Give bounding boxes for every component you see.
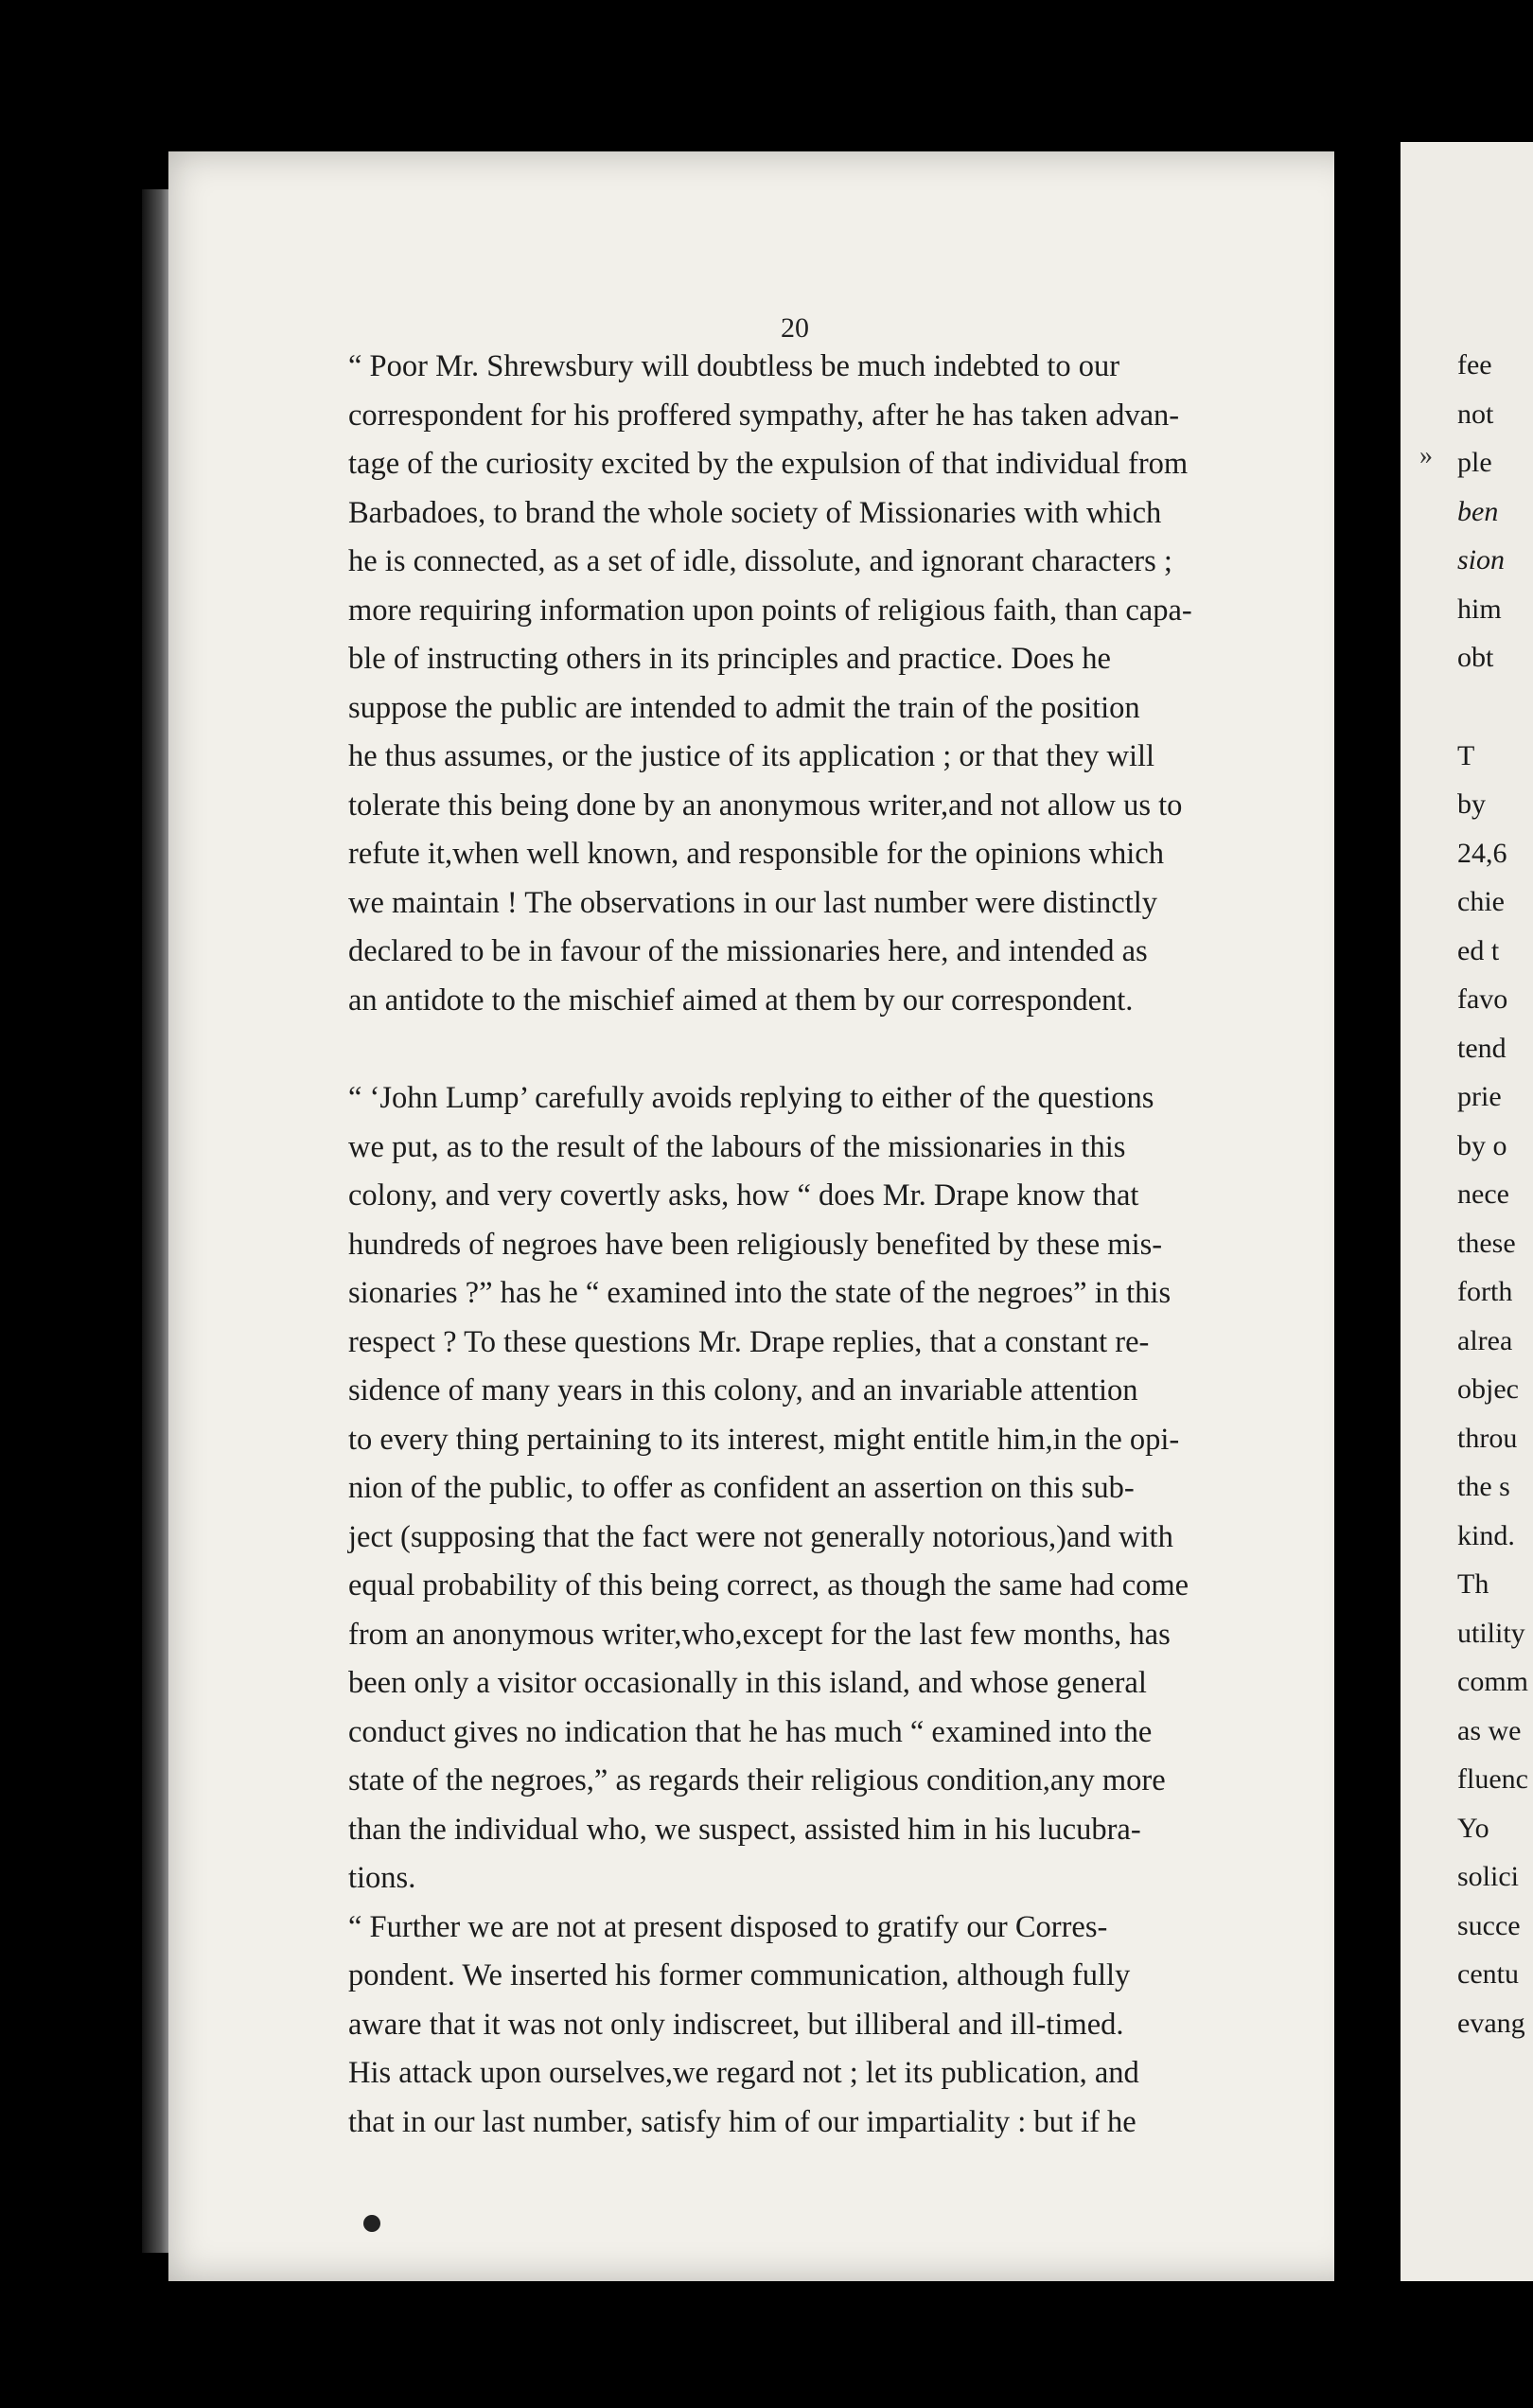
fragment-line: him: [1457, 593, 1502, 625]
fragment-line: ben: [1457, 495, 1499, 527]
text-line: more requiring information upon points of religious faith, than capa-: [348, 593, 1192, 628]
text-line: declared to be in favour of the missionaries here, and intended as: [348, 934, 1148, 968]
fragment-line: Yo: [1457, 1812, 1489, 1844]
paragraph-shrewsbury: [348, 343, 1262, 1025]
fragment-line: fee: [1457, 349, 1492, 381]
text-line: correspondent for his proffered sympathy, after he has taken advan-: [348, 398, 1180, 433]
fragment-line: as we: [1457, 1714, 1522, 1746]
paragraph-gap: [348, 1025, 1262, 1074]
fragment-line: solici: [1457, 1861, 1519, 1892]
text-line: than the individual who, we suspect, assisted him in his lucubra-: [348, 1812, 1141, 1847]
fragment-line: evang: [1457, 2007, 1525, 2039]
text-line: to every thing pertaining to its interest, might entitle him,in the opi-: [348, 1422, 1180, 1457]
text-line: refute it,when well known, and responsible for the opinions which: [348, 837, 1164, 871]
text-line: “ ‘John Lump’ carefully avoids replying to either of the questions: [348, 1081, 1154, 1115]
text-line: aware that it was not only indiscreet, but illiberal and ill-timed.: [348, 2007, 1124, 2042]
fragment-line: the s: [1457, 1471, 1510, 1502]
main-text-column: [348, 343, 1262, 2147]
text-line: equal probability of this being correct, as though the same had come: [348, 1568, 1189, 1602]
text-line: colony, and very covertly asks, how “ does Mr. Drape know that: [348, 1178, 1139, 1213]
text-line: he is connected, as a set of idle, dissolute, and ignorant characters ;: [348, 544, 1172, 578]
text-line: hundreds of negroes have been religiously benefited by these mis-: [348, 1227, 1163, 1262]
fragment-line: objec: [1457, 1373, 1519, 1405]
text-line: sionaries ?” has he “ examined into the state of the negroes” in this: [348, 1276, 1172, 1310]
text-line: ject (supposing that the fact were not generally notorious,)and with: [348, 1519, 1173, 1554]
fragment-line: by o: [1457, 1129, 1507, 1161]
text-line: that in our last number, satisfy him of our impartiality : but if he: [348, 2104, 1137, 2139]
fragment-line: nece: [1457, 1178, 1509, 1210]
text-line: we maintain ! The observations in our last number were distinctly: [348, 885, 1158, 920]
text-line: Barbadoes, to brand the whole society of Missionaries with which: [348, 495, 1162, 530]
fragment-line: ple: [1457, 447, 1492, 478]
fragment-line: kind.: [1457, 1519, 1515, 1551]
fragment-line: 24,6: [1457, 837, 1507, 869]
fragment-line: by: [1457, 788, 1486, 820]
fragment-line: succe: [1457, 1909, 1521, 1941]
text-line: been only a visitor occasionally in this island, and whose general: [348, 1666, 1147, 1700]
right-page-text-fragments: [1457, 341, 1533, 2047]
text-line: state of the negroes,” as regards their religious condition,any more: [348, 1763, 1166, 1797]
text-line: pondent. We inserted his former communication, although fully: [348, 1958, 1131, 1992]
text-line: he thus assumes, or the justice of its application ; or that they will: [348, 739, 1155, 773]
page-number: 20: [781, 312, 809, 344]
fragment-line: tend: [1457, 1032, 1507, 1064]
fragment-line: these: [1457, 1227, 1516, 1259]
fragment-line: comm: [1457, 1666, 1528, 1697]
text-line: suppose the public are intended to admit the train of the position: [348, 690, 1140, 725]
text-line: we put, as to the result of the labours of the missionaries in this: [348, 1129, 1126, 1164]
text-line: tolerate this being done by an anonymous writer,and not allow us to: [348, 788, 1183, 823]
paragraph-john-lump: [348, 1074, 1262, 1903]
fragment-line: utility: [1457, 1617, 1525, 1649]
text-line: respect ? To these questions Mr. Drape replies, that a constant re-: [348, 1324, 1150, 1359]
fragment-line: sion: [1457, 544, 1506, 575]
fragment-line: not: [1457, 398, 1494, 430]
text-line: His attack upon ourselves,we regard not ; let its publication, and: [348, 2056, 1139, 2090]
text-line: tions.: [348, 1861, 416, 1895]
fragment-line: forth: [1457, 1276, 1513, 1307]
text-line: “ Further we are not at present disposed to gratify our Corres-: [348, 1909, 1108, 1944]
fragment-line: throu: [1457, 1422, 1518, 1454]
text-line: sidence of many years in this colony, and an invariable attention: [348, 1373, 1138, 1408]
fragment-line: T: [1457, 739, 1475, 771]
fragment-line: prie: [1457, 1081, 1502, 1112]
text-line: an antidote to the mischief aimed at them by our correspondent.: [348, 983, 1134, 1018]
ink-blot: [363, 2215, 380, 2232]
text-line: nion of the public, to offer as confident an assertion on this sub-: [348, 1471, 1135, 1505]
fragment-line: obt: [1457, 642, 1494, 673]
text-line: ble of instructing others in its principles and practice. Does he: [348, 642, 1111, 676]
fragment-line: centu: [1457, 1958, 1519, 1990]
fragment-line: alrea: [1457, 1324, 1513, 1356]
fragment-line: favo: [1457, 983, 1508, 1015]
fragment-line: fluenc: [1457, 1763, 1528, 1795]
margin-arrow-icon: »: [1419, 441, 1433, 470]
text-line: from an anonymous writer,who,except for the last few months, has: [348, 1617, 1171, 1652]
fragment-line: ed t: [1457, 934, 1500, 966]
text-line: conduct gives no indication that he has much “ examined into the: [348, 1714, 1153, 1749]
paragraph-further: [348, 1903, 1262, 2148]
page-gutter: [1334, 142, 1401, 2291]
fragment-line: chie: [1457, 886, 1505, 917]
text-line: tage of the curiosity excited by the expulsion of that individual from: [348, 447, 1189, 481]
text-line: “ Poor Mr. Shrewsbury will doubtless be much indebted to our: [348, 349, 1120, 383]
fragment-line: Th: [1457, 1568, 1489, 1600]
fragment-gap: [1457, 682, 1533, 732]
